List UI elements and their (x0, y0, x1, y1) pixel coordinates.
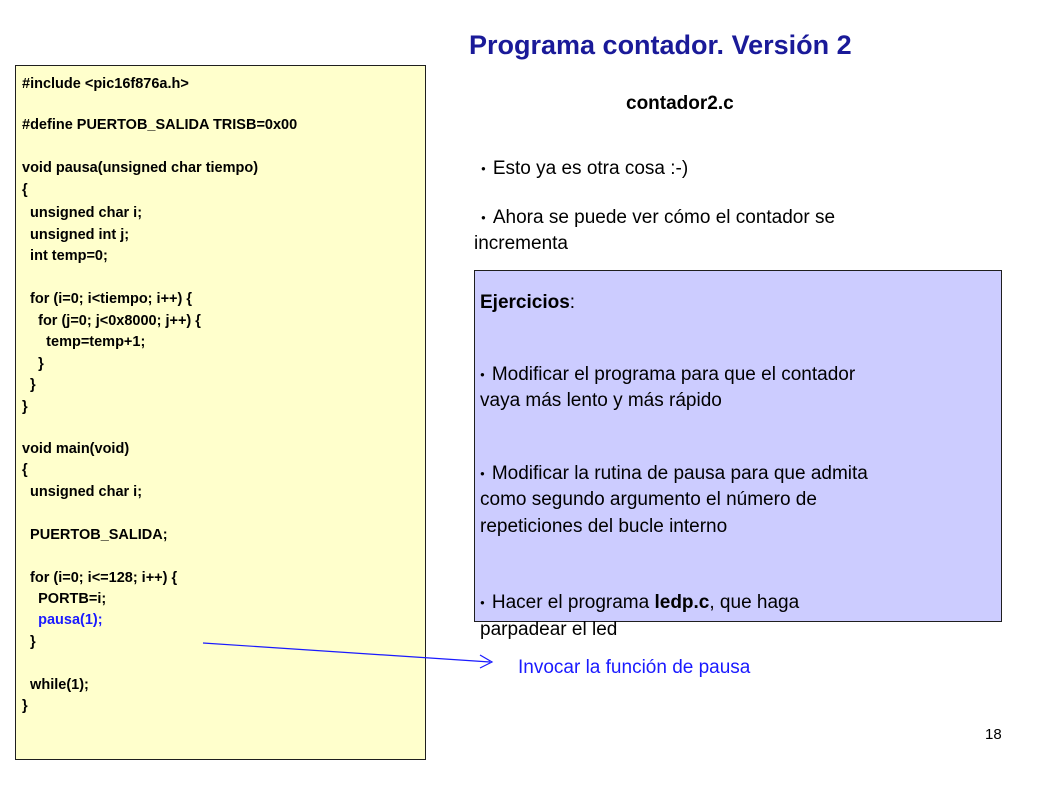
exercise-text-continuation: parpadear el led (480, 619, 618, 640)
code-line: for (j=0; j<0x8000; j++) { (22, 313, 201, 329)
page-number: 18 (985, 726, 1002, 743)
exercise-filename: ledp.c (654, 592, 710, 614)
code-line: { (22, 182, 28, 198)
code-line-pausa-call: pausa(1); (22, 612, 103, 628)
code-line: void pausa(unsigned char tiempo) (22, 160, 259, 176)
exercise-text-suffix: , que haga (709, 592, 800, 614)
code-line: temp=temp+1; (22, 334, 146, 350)
exercise-text: Modificar la rutina de pausa para que admita (491, 463, 868, 485)
exercise-text-prefix: Hacer el programa (491, 592, 655, 614)
code-line: unsigned char i; (22, 484, 143, 500)
exercise-text: Modificar el programa para que el contador (491, 364, 856, 386)
code-line: unsigned char i; (22, 205, 143, 221)
exercise-text-continuation: como segundo argumento el número de (480, 489, 817, 510)
code-line: unsigned int j; (22, 227, 130, 243)
code-line: } (22, 698, 28, 714)
exercises-heading-label: Ejercicios (480, 292, 570, 313)
code-line: PORTB=i; (22, 591, 107, 607)
code-line: for (i=0; i<tiempo; i++) { (22, 291, 193, 307)
code-line: #define PUERTOB_SALIDA TRISB=0x00 (22, 117, 298, 133)
slide-title: Programa contador. Versión 2 (469, 30, 852, 60)
file-name: contador2.c (626, 93, 734, 114)
bullet-icon: ● (480, 370, 485, 379)
bullet-text: Esto ya es otra cosa :-) (492, 158, 689, 180)
code-line: PUERTOB_SALIDA; (22, 527, 168, 543)
exercise-text-continuation: repeticiones del bucle interno (480, 516, 728, 537)
code-line: while(1); (22, 677, 89, 693)
code-line: void main(void) (22, 441, 130, 457)
code-line: int temp=0; (22, 248, 108, 264)
code-line: } (22, 634, 36, 650)
bullet-text-continuation: incrementa (474, 233, 568, 254)
bullet-text: Ahora se puede ver cómo el contador se (492, 207, 836, 229)
bullet-icon: ● (481, 213, 486, 222)
code-line: for (i=0; i<=128; i++) { (22, 570, 178, 586)
code-line: #include <pic16f876a.h> (22, 76, 189, 92)
exercises-heading-colon: : (569, 292, 576, 313)
annotation-label: Invocar la función de pausa (518, 657, 751, 678)
code-line: } (22, 356, 44, 372)
exercise-text-continuation: vaya más lento y más rápido (480, 390, 722, 411)
code-line: } (22, 399, 28, 415)
code-line: } (22, 377, 36, 393)
bullet-icon: ● (480, 469, 485, 478)
bullet-icon: ● (481, 164, 486, 173)
bullet-icon: ● (480, 598, 485, 607)
code-line: { (22, 462, 28, 478)
